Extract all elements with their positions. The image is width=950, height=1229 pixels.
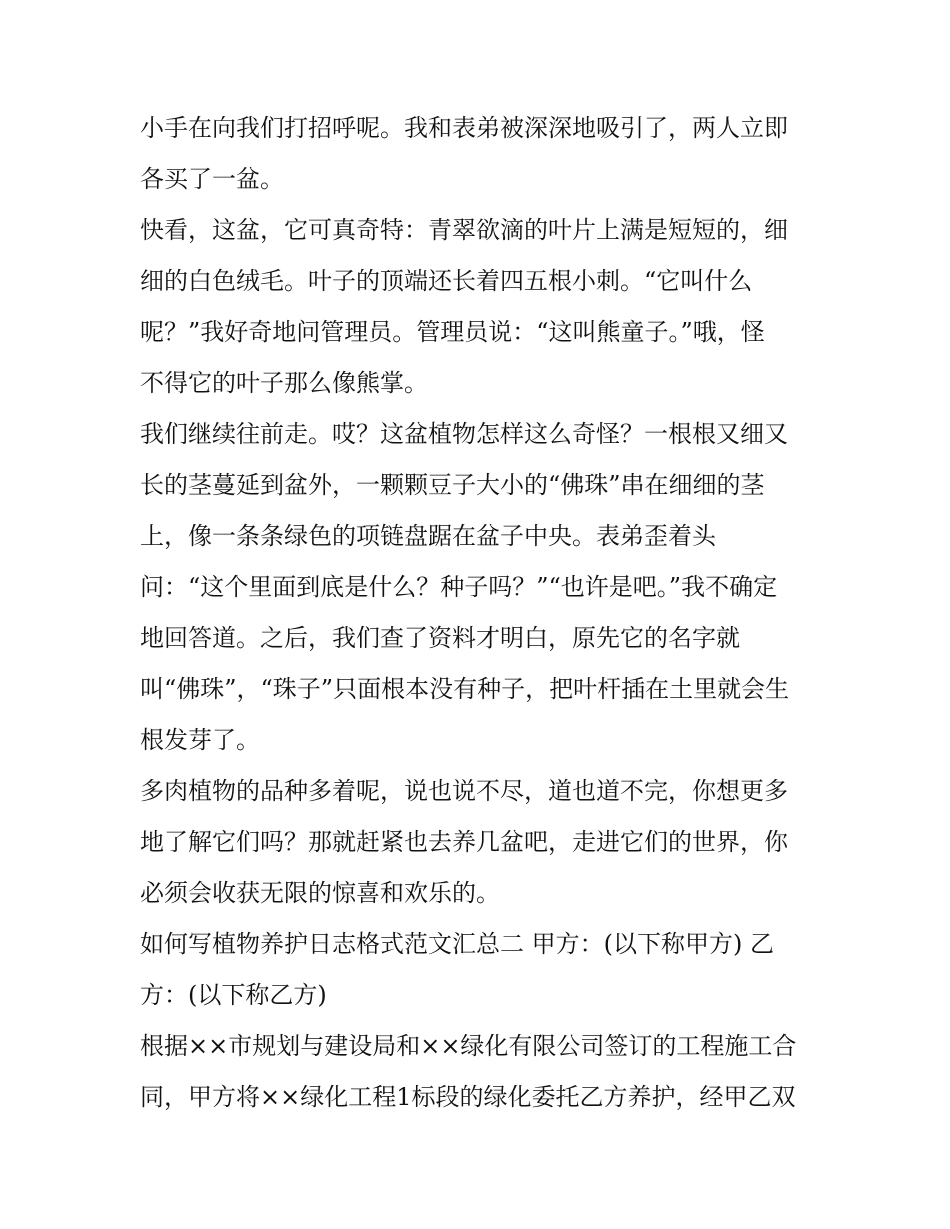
text-line: 长的茎蔓延到盆外，一颗颗豆子大小的“佛珠”串在细细的茎: [140, 471, 765, 499]
text-line: 问：“这个里面到底是什么？种子吗？”“也许是吧。”我不确定: [140, 573, 778, 601]
text-line: 细的白色绒毛。叶子的顶端还长着四五根小刺。“它叫什么: [140, 267, 753, 295]
text-line: 根据××市规划与建设局和××绿化有限公司签订的工程施工合: [140, 1032, 797, 1060]
text-line: 各买了一盆。: [140, 165, 284, 193]
text-line: 快看，这盆，它可真奇特：青翠欲滴的叶片上满是短短的，细: [140, 216, 788, 244]
text-line: 方：(以下称乙方): [140, 981, 327, 1009]
document-body: [140, 103, 820, 1123]
text-line: 不得它的叶子那么像熊掌。: [140, 369, 428, 397]
text-line: 呢？”我好奇地问管理员。管理员说：“这叫熊童子。”哦，怪: [140, 318, 765, 346]
text-line: 根发芽了。: [140, 726, 260, 754]
text-line: 如何写植物养护日志格式范文汇总二 甲方：(以下称甲方) 乙: [140, 930, 774, 958]
text-line: 地回答道。之后，我们查了资料才明白，原先它的名字就: [140, 624, 740, 652]
text-line: 我们继续往前走。哎？这盆植物怎样这么奇怪？一根根又细又: [140, 420, 788, 448]
text-line: 多肉植物的品种多着呢，说也说不尽，道也道不完，你想更多: [140, 777, 788, 805]
text-line: 地了解它们吗？那就赶紧也去养几盆吧，走进它们的世界，你: [140, 828, 788, 856]
text-line: 叫“佛珠”，“珠子”只面根本没有种子，把叶杆插在土里就会生: [140, 675, 790, 703]
text-line: 同，甲方将××绿化工程1标段的绿化委托乙方养护，经甲乙双: [140, 1083, 796, 1111]
text-line: 必须会收获无限的惊喜和欢乐的。: [140, 879, 500, 907]
text-line: 上，像一条条绿色的项链盘踞在盆子中央。表弟歪着头: [140, 522, 716, 550]
text-line: 小手在向我们打招呼呢。我和表弟被深深地吸引了，两人立即: [140, 114, 788, 142]
